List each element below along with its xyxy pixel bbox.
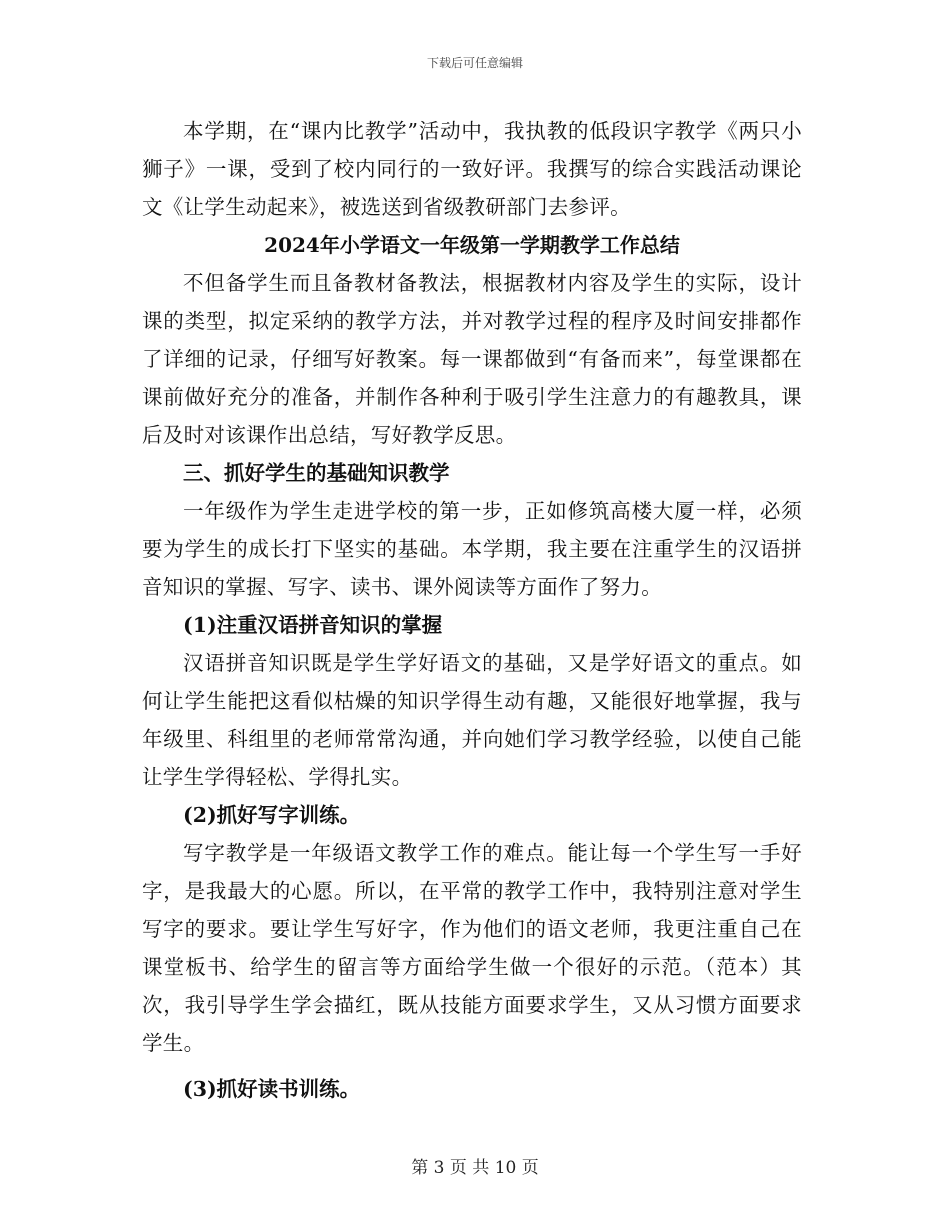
paragraph-basic-knowledge: 一年级作为学生走进学校的第一步，正如修筑高楼大厦一样，必须要为学生的成长打下坚实的基础。本学期，我主要在注重学生的汉语拼音知识的掌握、写字、读书、课外阅读等方面作了努力。: [142, 499, 802, 599]
subheading-pinyin: (1)注重汉语拼音知识的掌握: [183, 613, 443, 637]
page-number-footer: 第 3 页 共 10 页: [411, 1158, 539, 1178]
document-title: 2024年小学语文一年级第一学期教学工作总结: [264, 233, 680, 257]
document-body: [142, 112, 802, 1108]
paragraph-intro: 本学期，在“课内比教学”活动中，我执教的低段识字教学《两只小狮子》一课，受到了校内同行的一致好评。我撰写的综合实践活动课论文《让学生动起来》，被选送到省级教研部门去参评。: [142, 119, 802, 219]
subheading-writing: (2)抓好写字训练。: [183, 803, 361, 827]
paragraph-writing: 写字教学是一年级语文教学工作的难点。能让每一个学生写一手好字，是我最大的心愿。所以，在平常的教学工作中，我特别注意对学生写字的要求。要让学生写好字，作为他们的语文老师，我更注重自己在课堂板书、给学生的留言等方面给学生做一个很好的示范。（范本）其次，我引导学生学会描红，既从技能方面要求学生，又从习惯方面要求学生。: [142, 841, 802, 1055]
paragraph-preparation: 不但备学生而且备教材备教法，根据教材内容及学生的实际，设计课的类型，拟定采纳的教学方法，并对教学过程的程序及时间安排都作了详细的记录，仔细写好教案。每一课都做到“有备而来”，每堂课都在课前做好充分的准备，并制作各种利于吸引学生注意力的有趣教具，课后及时对该课作出总结，写好教学反思。: [142, 271, 802, 447]
subheading-reading: (3)抓好读书训练。: [183, 1077, 361, 1101]
section-heading-basic-knowledge: 三、抓好学生的基础知识教学: [183, 461, 450, 485]
header-note: 下载后可任意编辑: [426, 56, 523, 70]
paragraph-pinyin: 汉语拼音知识既是学生学好语文的基础，又是学好语文的重点。如何让学生能把这看似枯燥的知识学得生动有趣，又能很好地掌握，我与年级里、科组里的老师常常沟通，并向她们学习教学经验，以使自己能让学生学得轻松、学得扎实。: [142, 651, 802, 789]
